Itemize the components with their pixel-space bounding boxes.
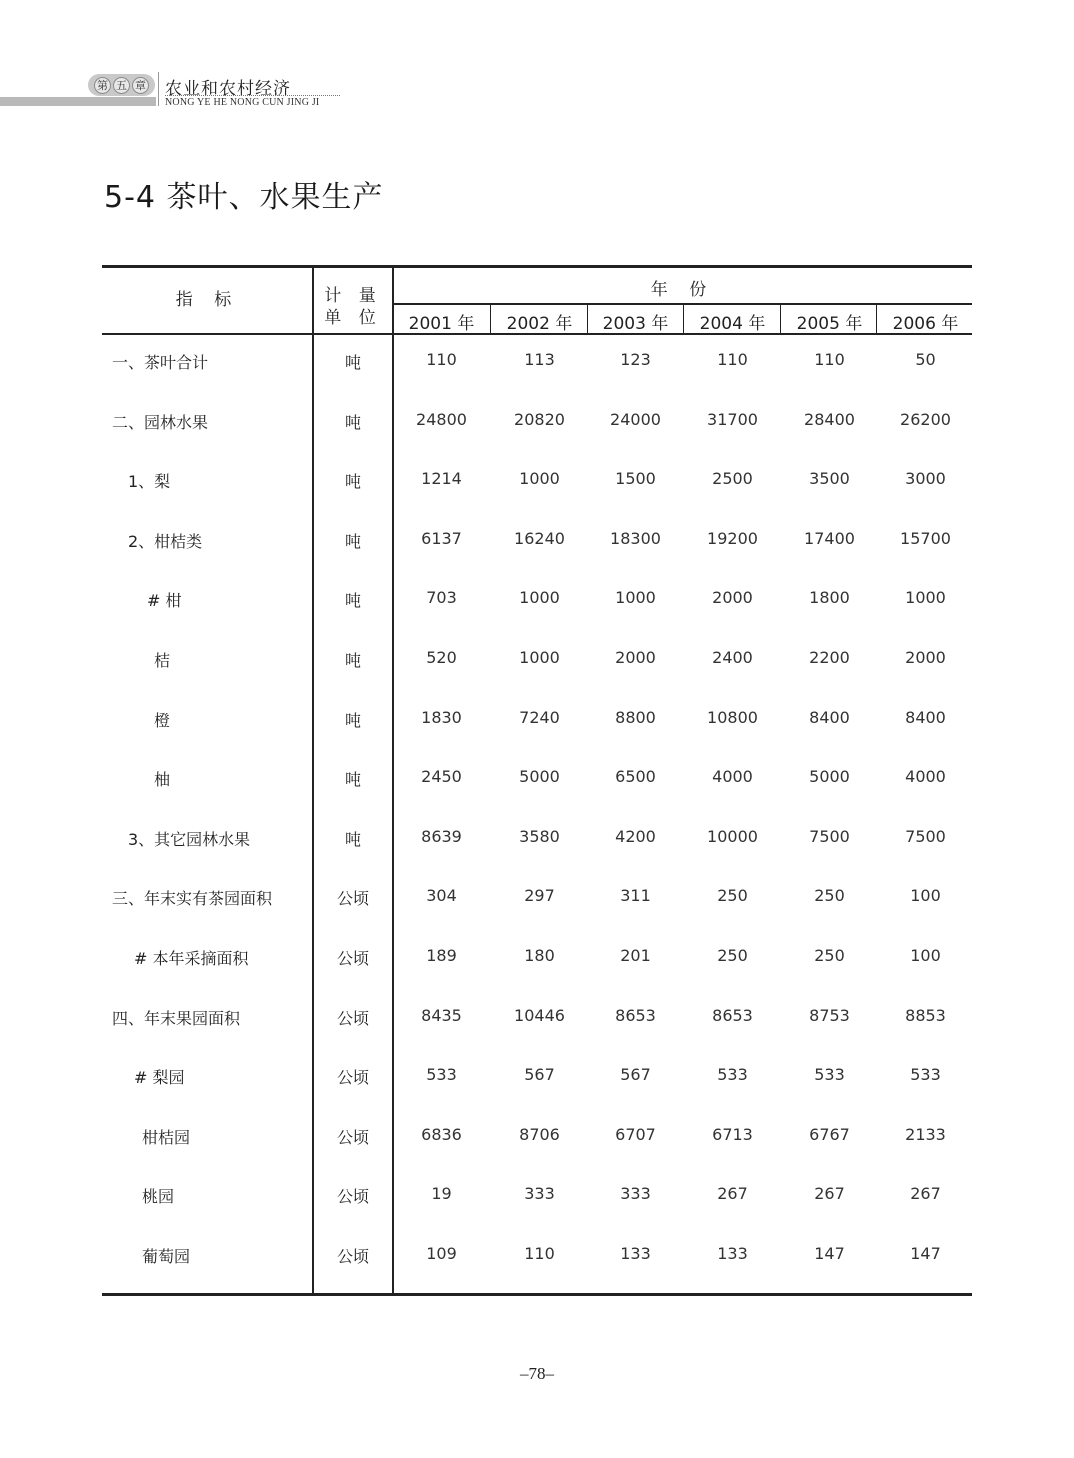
table-row (102, 1006, 972, 1036)
row-value: 297 (524, 886, 555, 906)
row-label: 橙 (154, 710, 171, 730)
row-value: 250 (717, 886, 748, 906)
row-value: 4200 (615, 826, 656, 846)
row-value: 100 (910, 886, 941, 906)
row-value: 8639 (421, 826, 462, 846)
row-label: 葡萄园 (142, 1247, 191, 1266)
row-value: 6137 (421, 528, 462, 548)
chapter-title: 农业和农村经济 (165, 79, 291, 99)
row-unit: 公顷 (336, 1187, 369, 1207)
table-row (102, 1125, 972, 1155)
header-year: 2003 年 (602, 314, 669, 334)
row-value: 2200 (809, 648, 850, 667)
row-unit: 公顷 (336, 889, 369, 909)
chapter-pinyin: NONG YE HE NONG CUN JING JI (165, 97, 320, 108)
row-value: 18300 (610, 528, 661, 548)
row-value: 533 (910, 1065, 941, 1085)
row-value: 6836 (421, 1124, 462, 1144)
table-row (102, 946, 972, 976)
header-year: 2006 年 (892, 314, 959, 334)
header-bar (0, 97, 156, 106)
row-value: 8800 (615, 707, 656, 727)
table-row (102, 648, 972, 678)
row-value: 8400 (905, 707, 946, 727)
header-year: 2004 年 (699, 314, 766, 334)
row-value: 8853 (905, 1005, 946, 1025)
row-unit: 吨 (344, 651, 361, 670)
row-value: 5000 (809, 767, 850, 787)
row-unit: 吨 (344, 531, 361, 551)
row-value: 28400 (804, 409, 855, 429)
row-value: 267 (814, 1184, 845, 1204)
table-top-rule (102, 265, 972, 268)
page-title: 5-4 茶叶、水果生产 (104, 180, 384, 215)
table-bottom-rule (102, 1293, 972, 1296)
header-year: 2002 年 (506, 314, 573, 334)
row-value: 8400 (809, 707, 850, 727)
row-unit: 公顷 (336, 1247, 369, 1266)
table-row (102, 469, 972, 499)
row-value: 6713 (712, 1124, 753, 1144)
row-value: 2000 (905, 648, 946, 667)
row-value: 304 (426, 886, 457, 906)
row-value: 110 (814, 350, 845, 369)
row-value: 110 (426, 350, 457, 369)
row-label: 四、年末果园面积 (112, 1008, 241, 1028)
row-unit: 吨 (344, 710, 361, 730)
row-value: 8653 (615, 1005, 656, 1025)
row-unit: 吨 (344, 472, 361, 492)
header-dotted-rule (165, 95, 340, 96)
row-value: 311 (620, 886, 651, 906)
table-row (102, 350, 972, 380)
row-value: 567 (620, 1065, 651, 1085)
row-value: 19 (431, 1184, 452, 1204)
row-unit: 公顷 (336, 1008, 369, 1028)
chapter-badge (88, 74, 155, 96)
row-value: 7500 (905, 826, 946, 846)
row-value: 2000 (712, 588, 753, 608)
row-value: 20820 (514, 409, 565, 429)
header-unit: 计 量 (324, 286, 382, 306)
row-value: 6767 (809, 1124, 850, 1144)
row-value: 1000 (519, 469, 560, 489)
row-value: 2133 (905, 1124, 946, 1144)
row-label: 桃园 (142, 1187, 175, 1207)
chapter-char: 五 (113, 77, 130, 94)
row-value: 2500 (712, 469, 753, 489)
row-value: 567 (524, 1065, 555, 1085)
row-value: 8706 (519, 1124, 560, 1144)
row-value: 133 (717, 1244, 748, 1263)
header-unit: 单 位 (324, 308, 382, 328)
row-value: 1000 (905, 588, 946, 608)
row-value: 113 (524, 350, 555, 369)
row-value: 8435 (421, 1005, 462, 1025)
row-value: 2450 (421, 767, 462, 787)
row-value: 109 (426, 1244, 457, 1263)
row-value: 333 (524, 1184, 555, 1204)
row-value: 333 (620, 1184, 651, 1204)
row-value: 10446 (514, 1005, 565, 1025)
row-label: 三、年末实有茶园面积 (112, 889, 273, 909)
row-value: 250 (717, 946, 748, 965)
chapter-char: 第 (94, 77, 111, 94)
row-unit: 公顷 (336, 1068, 369, 1088)
row-label: # 梨园 (134, 1068, 185, 1088)
row-value: 3500 (809, 469, 850, 489)
table-row (102, 767, 972, 797)
row-value: 100 (910, 946, 941, 965)
header-year: 2001 年 (408, 314, 475, 334)
row-value: 267 (910, 1184, 941, 1204)
row-label: # 本年采摘面积 (134, 949, 249, 968)
row-value: 123 (620, 350, 651, 369)
table-row (102, 588, 972, 618)
row-value: 180 (524, 946, 555, 965)
row-value: 15700 (900, 528, 951, 548)
page-number: –78– (520, 1364, 554, 1383)
row-value: 2000 (615, 648, 656, 667)
row-value: 50 (915, 350, 936, 369)
row-value: 31700 (707, 409, 758, 429)
row-value: 1000 (519, 588, 560, 608)
row-value: 19200 (707, 528, 758, 548)
row-value: 189 (426, 946, 457, 965)
row-value: 4000 (712, 767, 753, 787)
row-value: 147 (910, 1244, 941, 1263)
table-row (102, 410, 972, 440)
row-value: 24800 (416, 409, 467, 429)
table-row (102, 1065, 972, 1095)
row-unit: 吨 (344, 829, 361, 849)
table-row (102, 529, 972, 559)
row-label: 二、园林水果 (112, 412, 209, 432)
row-value: 133 (620, 1244, 651, 1263)
row-unit: 公顷 (336, 949, 369, 968)
row-value: 533 (426, 1065, 457, 1085)
header-indicator: 指 标 (175, 290, 240, 310)
row-value: 2400 (712, 648, 753, 667)
row-label: # 柑 (147, 591, 182, 611)
row-unit: 吨 (344, 412, 361, 432)
row-label: 柚 (154, 770, 171, 790)
row-value: 24000 (610, 409, 661, 429)
table-row (102, 1244, 972, 1274)
row-value: 1000 (615, 588, 656, 608)
row-unit: 吨 (344, 770, 361, 790)
row-value: 267 (717, 1184, 748, 1204)
row-value: 10800 (707, 707, 758, 727)
row-label: 柑桔园 (142, 1127, 191, 1147)
row-value: 7500 (809, 826, 850, 846)
row-value: 533 (814, 1065, 845, 1085)
row-value: 703 (426, 588, 457, 608)
row-label: 1、梨 (128, 472, 171, 492)
row-value: 147 (814, 1244, 845, 1263)
row-value: 1214 (421, 469, 462, 489)
row-unit: 吨 (344, 353, 361, 372)
row-value: 17400 (804, 528, 855, 548)
row-value: 6707 (615, 1124, 656, 1144)
header-years: 年 份 (650, 280, 715, 300)
row-value: 250 (814, 886, 845, 906)
table-row (102, 827, 972, 857)
row-value: 16240 (514, 528, 565, 548)
row-unit: 公顷 (336, 1127, 369, 1147)
row-value: 1830 (421, 707, 462, 727)
row-value: 10000 (707, 826, 758, 846)
row-value: 26200 (900, 409, 951, 429)
row-value: 201 (620, 946, 651, 965)
row-value: 6500 (615, 767, 656, 787)
row-value: 1500 (615, 469, 656, 489)
row-unit: 吨 (344, 591, 361, 611)
row-value: 5000 (519, 767, 560, 787)
row-value: 8653 (712, 1005, 753, 1025)
row-value: 1000 (519, 648, 560, 667)
row-label: 一、茶叶合计 (112, 353, 209, 372)
table-row (102, 708, 972, 738)
row-value: 250 (814, 946, 845, 965)
row-label: 桔 (154, 651, 171, 670)
row-value: 3000 (905, 469, 946, 489)
row-value: 4000 (905, 767, 946, 787)
row-label: 2、柑桔类 (128, 531, 203, 551)
row-value: 8753 (809, 1005, 850, 1025)
table-row (102, 886, 972, 916)
row-value: 533 (717, 1065, 748, 1085)
header-year: 2005 年 (796, 314, 863, 334)
table-row (102, 1184, 972, 1214)
row-value: 3580 (519, 826, 560, 846)
row-label: 3、其它园林水果 (128, 829, 251, 849)
chapter-char: 章 (132, 77, 149, 94)
row-value: 1800 (809, 588, 850, 608)
row-value: 7240 (519, 707, 560, 727)
header-separator (158, 72, 159, 106)
row-value: 520 (426, 648, 457, 667)
row-value: 110 (524, 1244, 555, 1263)
row-value: 110 (717, 350, 748, 369)
